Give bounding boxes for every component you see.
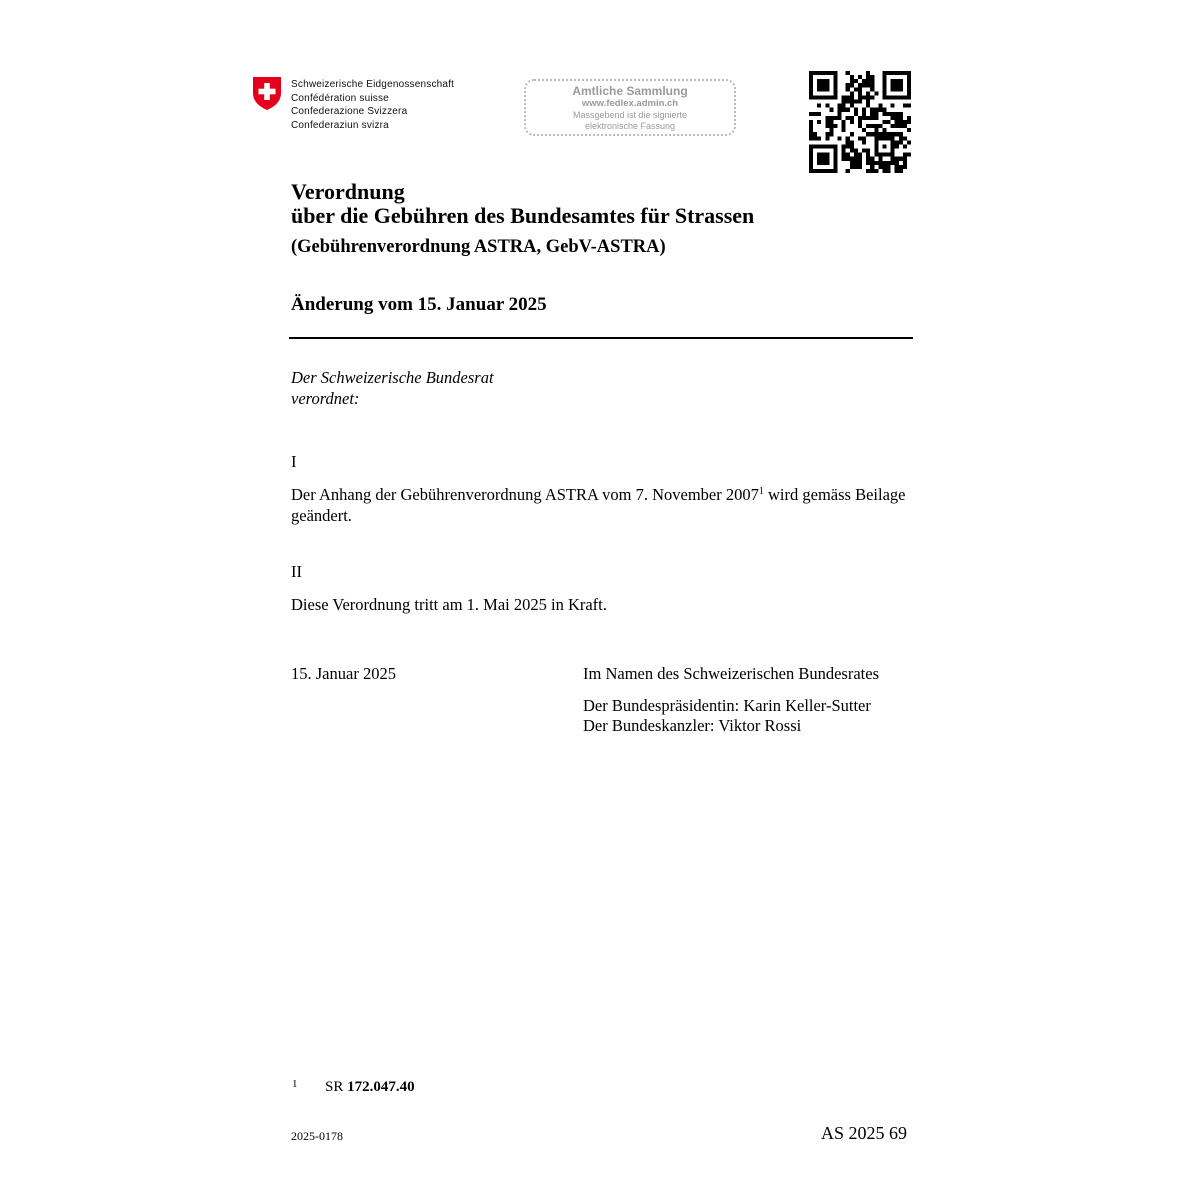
signatory-president: Der Bundespräsidentin: Karin Keller-Sutter [583,696,871,715]
title-line-2: über die Gebühren des Bundesamtes für Strassen [291,203,755,228]
signatories [583,696,879,736]
signatory-chancellor: Der Bundeskanzler: Viktor Rossi [583,716,802,735]
signature-block [583,663,879,736]
stamp-note-line2: elektronische Fassung [584,121,676,131]
section-text-2: Diese Verordnung tritt am 1. Mai 2025 in Kraft. [291,595,607,614]
confederation-name-de: Schweizerische Eidgenossenschaft [291,79,455,90]
section-number-1: I [291,452,297,471]
stamp-title: Amtliche Sammlung [572,84,688,98]
document-title [291,180,754,228]
signature-date: 15. Januar 2025 [291,664,396,683]
stamp-url: www.fedlex.admin.ch [581,98,679,109]
stamp-note-line1: Massgebend ist die signierte [572,110,688,120]
section-text-1 [291,484,916,526]
confederation-name-rm: Confederaziun svizra [291,119,389,131]
on-behalf-line: Im Namen des Schweizerischen Bundesrates [583,664,879,683]
footnote-sr-number: 172.047.40 [347,1079,415,1095]
confederation-name-it: Confederazione Svizzera [291,106,408,117]
footnote-number: 1 [292,1078,298,1090]
authority-line-1: Der Schweizerische Bundesrat [291,368,494,387]
official-collection-reference: AS 2025 69 [821,1123,908,1143]
section-1-text-after: wird gemäss Beilage geändert. [291,485,906,525]
confederation-name-fr: Confédération suisse [291,92,389,104]
footnote-text [325,1079,415,1096]
swiss-coat-of-arms-icon [252,76,282,111]
qr-code-icon [809,71,911,173]
authority-line-2: verordnet: [291,389,360,408]
footnote-reference: 1 [758,486,764,497]
section-1-text-before: Der Anhang der Gebührenverordnung ASTRA vom 7. November 2007 [291,485,759,504]
section-number-2: II [291,562,302,581]
title-divider [289,337,913,339]
confederation-names [291,78,454,132]
amendment-date: Änderung vom 15. Januar 2025 [291,294,547,315]
stamp-note [526,110,734,132]
footnote-prefix: SR [325,1079,348,1095]
document-id: 2025-0178 [291,1129,343,1143]
official-collection-stamp [524,79,736,136]
title-line-1: Verordnung [291,179,405,204]
short-title: (Gebührenverordnung ASTRA, GebV-ASTRA) [291,237,666,257]
enacting-authority [291,367,494,409]
